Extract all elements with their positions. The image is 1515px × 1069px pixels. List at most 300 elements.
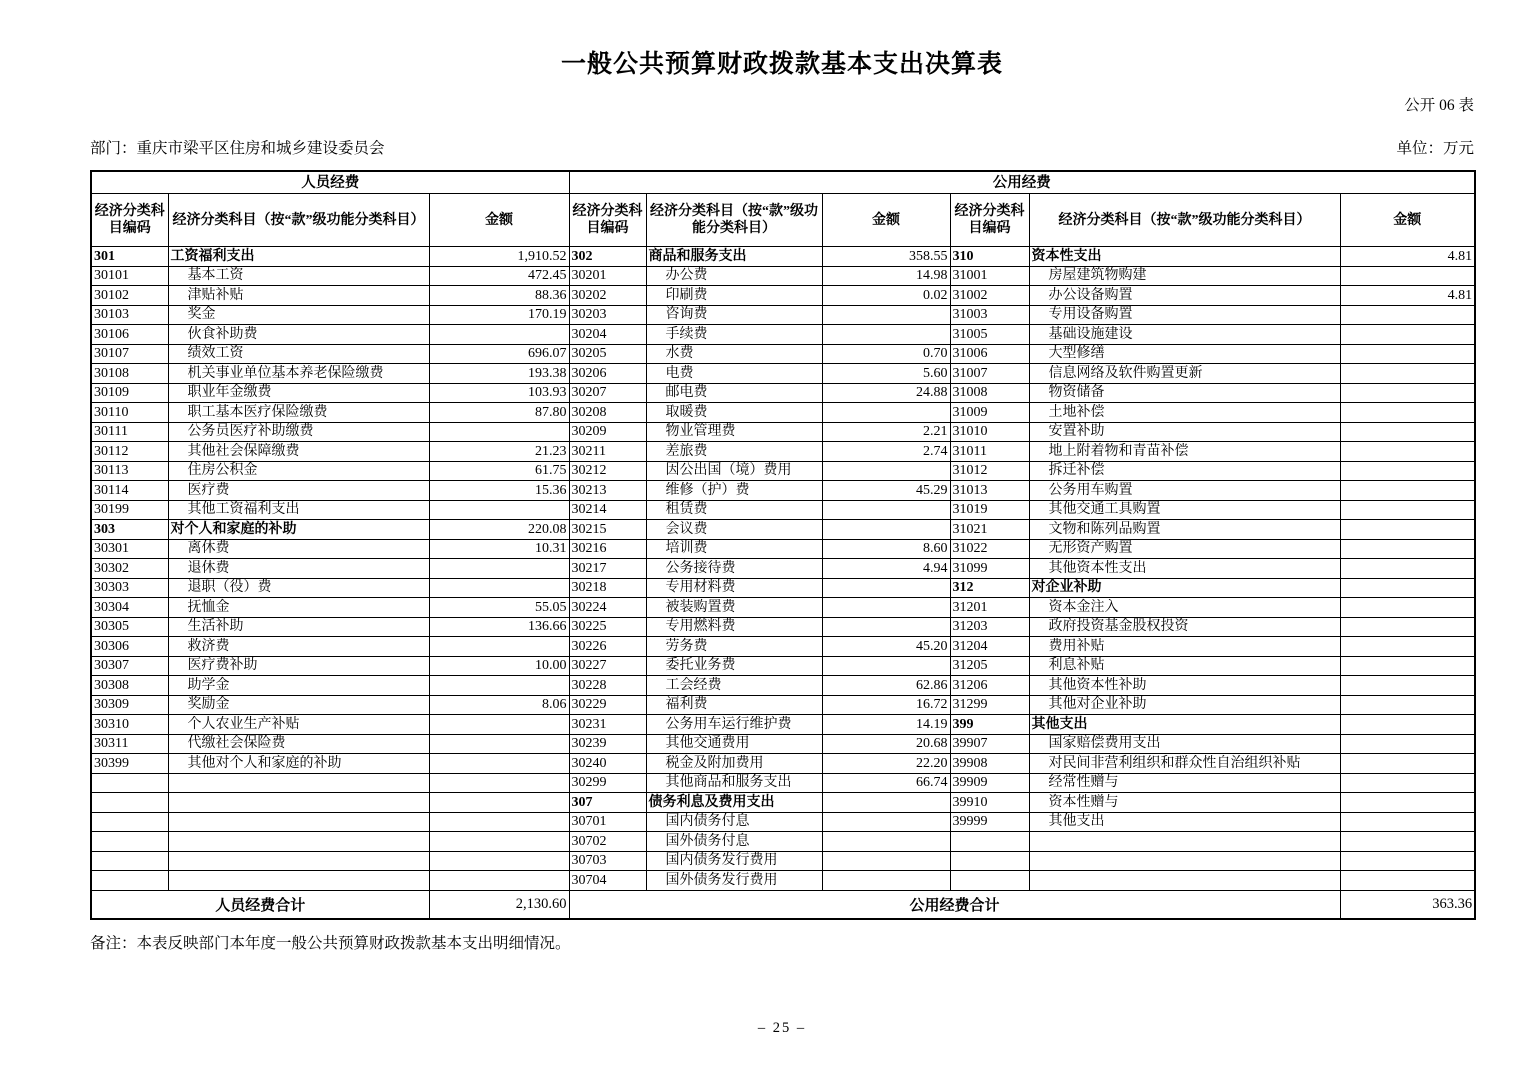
code-cell: 31002 [950, 286, 1029, 306]
code-cell: 30302 [91, 559, 168, 579]
table-row [91, 637, 1475, 657]
amount-cell [1340, 598, 1475, 618]
code-cell: 30303 [91, 578, 168, 598]
amount-cell [1340, 812, 1475, 832]
code-cell: 30311 [91, 734, 168, 754]
department-label: 部门：重庆市梁平区住房和城乡建设委员会 [90, 140, 385, 158]
code-cell [950, 851, 1029, 871]
code-cell [91, 812, 168, 832]
amount-cell [429, 773, 569, 793]
code-cell: 30203 [569, 305, 646, 325]
amount-cell [1340, 637, 1475, 657]
amount-cell [429, 734, 569, 754]
code-cell [91, 773, 168, 793]
code-cell: 30214 [569, 500, 646, 520]
amount-cell [822, 656, 950, 676]
amount-cell: 55.05 [429, 598, 569, 618]
amount-cell [822, 617, 950, 637]
subject-cell: 办公设备购置 [1029, 286, 1340, 306]
col-header-amount: 金额 [1340, 194, 1475, 247]
amount-cell [822, 403, 950, 423]
amount-cell [822, 461, 950, 481]
subject-cell: 其他商品和服务支出 [646, 773, 822, 793]
column-header-row [91, 194, 1475, 247]
subject-cell: 会议费 [646, 520, 822, 540]
code-cell: 30702 [569, 832, 646, 852]
table-row [91, 286, 1475, 306]
table-row [91, 539, 1475, 559]
code-cell: 30299 [569, 773, 646, 793]
code-cell: 30304 [91, 598, 168, 618]
subject-cell: 医疗费补助 [168, 656, 429, 676]
code-cell: 30307 [91, 656, 168, 676]
table-meta-row [90, 136, 1474, 158]
code-cell [950, 871, 1029, 891]
table-row [91, 578, 1475, 598]
code-cell: 31022 [950, 539, 1029, 559]
table-row [91, 812, 1475, 832]
col-header-subject: 经济分类科目（按“款”级功能分类科目） [646, 194, 822, 247]
subject-cell: 助学金 [168, 676, 429, 696]
col-header-amount: 金额 [822, 194, 950, 247]
subject-cell: 绩效工资 [168, 344, 429, 364]
amount-cell [822, 305, 950, 325]
subject-cell: 其他支出 [1029, 812, 1340, 832]
amount-cell [1340, 871, 1475, 891]
subject-cell: 邮电费 [646, 383, 822, 403]
subject-cell: 其他支出 [1029, 715, 1340, 735]
subject-cell: 政府投资基金股权投资 [1029, 617, 1340, 637]
code-cell: 31010 [950, 422, 1029, 442]
subject-cell: 其他对个人和家庭的补助 [168, 754, 429, 774]
code-cell: 30107 [91, 344, 168, 364]
subject-cell: 咨询费 [646, 305, 822, 325]
amount-cell [429, 578, 569, 598]
code-cell: 31013 [950, 481, 1029, 501]
code-cell: 30229 [569, 695, 646, 715]
subject-cell: 文物和陈列品购置 [1029, 520, 1340, 540]
subject-cell: 国外债务付息 [646, 832, 822, 852]
code-cell: 307 [569, 793, 646, 813]
form-number-label: 公开 06 表 [1404, 97, 1474, 115]
amount-cell: 20.68 [822, 734, 950, 754]
amount-cell [429, 422, 569, 442]
code-cell: 30113 [91, 461, 168, 481]
code-cell: 31008 [950, 383, 1029, 403]
code-cell: 30109 [91, 383, 168, 403]
amount-cell: 14.98 [822, 266, 950, 286]
page-number: – 25 – [757, 1020, 807, 1036]
amount-cell [429, 500, 569, 520]
code-cell: 30209 [569, 422, 646, 442]
table-row [91, 656, 1475, 676]
amount-cell: 358.55 [822, 247, 950, 267]
subject-cell: 其他社会保障缴费 [168, 442, 429, 462]
amount-cell: 15.36 [429, 481, 569, 501]
amount-cell [1340, 422, 1475, 442]
code-cell: 39907 [950, 734, 1029, 754]
code-cell: 39909 [950, 773, 1029, 793]
subject-cell: 差旅费 [646, 442, 822, 462]
group-header-public: 公用经费 [569, 171, 1475, 194]
subject-cell: 职业年金缴费 [168, 383, 429, 403]
amount-cell [1340, 403, 1475, 423]
amount-cell [429, 851, 569, 871]
subject-cell: 个人农业生产补贴 [168, 715, 429, 735]
code-cell: 302 [569, 247, 646, 267]
amount-cell: 22.20 [822, 754, 950, 774]
subject-cell [168, 851, 429, 871]
subject-cell: 专用材料费 [646, 578, 822, 598]
amount-cell [429, 754, 569, 774]
table-row [91, 422, 1475, 442]
col-header-code: 经济分类科目编码 [91, 194, 168, 247]
amount-cell: 170.19 [429, 305, 569, 325]
subject-cell [168, 832, 429, 852]
amount-cell [429, 637, 569, 657]
code-cell: 30201 [569, 266, 646, 286]
code-cell: 31203 [950, 617, 1029, 637]
subject-cell: 住房公积金 [168, 461, 429, 481]
amount-cell: 45.29 [822, 481, 950, 501]
code-cell: 30399 [91, 754, 168, 774]
subject-cell: 抚恤金 [168, 598, 429, 618]
amount-cell [1340, 559, 1475, 579]
code-cell: 31205 [950, 656, 1029, 676]
subject-cell: 代缴社会保险费 [168, 734, 429, 754]
subject-cell: 费用补贴 [1029, 637, 1340, 657]
amount-cell: 66.74 [822, 773, 950, 793]
code-cell: 30228 [569, 676, 646, 696]
subject-cell: 福利费 [646, 695, 822, 715]
amount-cell [822, 500, 950, 520]
subject-cell: 商品和服务支出 [646, 247, 822, 267]
amount-cell: 5.60 [822, 364, 950, 384]
subject-cell: 因公出国（境）费用 [646, 461, 822, 481]
amount-cell: 2.74 [822, 442, 950, 462]
amount-cell [429, 715, 569, 735]
code-cell: 30231 [569, 715, 646, 735]
subject-cell: 国内债务发行费用 [646, 851, 822, 871]
code-cell: 30101 [91, 266, 168, 286]
table-row [91, 754, 1475, 774]
code-cell: 30112 [91, 442, 168, 462]
subject-cell: 培训费 [646, 539, 822, 559]
amount-cell: 45.20 [822, 637, 950, 657]
code-cell: 30207 [569, 383, 646, 403]
code-cell: 399 [950, 715, 1029, 735]
amount-cell [822, 598, 950, 618]
amount-cell [1340, 734, 1475, 754]
code-cell: 31201 [950, 598, 1029, 618]
code-cell: 31011 [950, 442, 1029, 462]
code-cell: 31012 [950, 461, 1029, 481]
table-row [91, 383, 1475, 403]
table-row [91, 676, 1475, 696]
amount-cell: 193.38 [429, 364, 569, 384]
code-cell: 30310 [91, 715, 168, 735]
table-row [91, 559, 1475, 579]
table-row [91, 734, 1475, 754]
amount-cell: 0.70 [822, 344, 950, 364]
subject-cell: 物业管理费 [646, 422, 822, 442]
amount-cell [1340, 578, 1475, 598]
code-cell: 30108 [91, 364, 168, 384]
subject-cell: 其他工资福利支出 [168, 500, 429, 520]
subject-cell: 公务用车购置 [1029, 481, 1340, 501]
table-row [91, 773, 1475, 793]
code-cell: 31007 [950, 364, 1029, 384]
amount-cell: 16.72 [822, 695, 950, 715]
public-total-value: 363.36 [1340, 890, 1475, 919]
amount-cell: 10.31 [429, 539, 569, 559]
code-cell: 30308 [91, 676, 168, 696]
code-cell: 30227 [569, 656, 646, 676]
amount-cell: 220.08 [429, 520, 569, 540]
table-row [91, 715, 1475, 735]
code-cell: 30216 [569, 539, 646, 559]
amount-cell [1340, 656, 1475, 676]
code-cell: 30704 [569, 871, 646, 891]
amount-cell [429, 871, 569, 891]
subject-cell: 救济费 [168, 637, 429, 657]
amount-cell [822, 812, 950, 832]
amount-cell: 1,910.52 [429, 247, 569, 267]
amount-cell [1340, 773, 1475, 793]
subject-cell: 医疗费 [168, 481, 429, 501]
amount-cell: 4.81 [1340, 247, 1475, 267]
amount-cell [822, 851, 950, 871]
code-cell: 39910 [950, 793, 1029, 813]
amount-cell: 87.80 [429, 403, 569, 423]
amount-cell [1340, 344, 1475, 364]
table-row [91, 617, 1475, 637]
code-cell: 31206 [950, 676, 1029, 696]
amount-cell: 4.94 [822, 559, 950, 579]
group-header-row [91, 171, 1475, 194]
amount-cell [1340, 481, 1475, 501]
code-cell: 30204 [569, 325, 646, 345]
code-cell: 31001 [950, 266, 1029, 286]
code-cell: 30206 [569, 364, 646, 384]
code-cell [950, 832, 1029, 852]
table-row [91, 344, 1475, 364]
subject-cell: 对民间非营利组织和群众性自治组织补贴 [1029, 754, 1340, 774]
code-cell: 30225 [569, 617, 646, 637]
table-row [91, 481, 1475, 501]
code-cell: 30701 [569, 812, 646, 832]
code-cell: 30106 [91, 325, 168, 345]
code-cell: 39908 [950, 754, 1029, 774]
code-cell: 30103 [91, 305, 168, 325]
code-cell [91, 832, 168, 852]
amount-cell [822, 793, 950, 813]
code-cell: 303 [91, 520, 168, 540]
subject-cell: 其他对企业补助 [1029, 695, 1340, 715]
subject-cell: 委托业务费 [646, 656, 822, 676]
amount-cell [1340, 715, 1475, 735]
table-row [91, 461, 1475, 481]
table-row [91, 520, 1475, 540]
page-title: 一般公共预算财政拨款基本支出决算表 [560, 51, 1003, 78]
subject-cell: 公务用车运行维护费 [646, 715, 822, 735]
subject-cell: 机关事业单位基本养老保险缴费 [168, 364, 429, 384]
code-cell: 30212 [569, 461, 646, 481]
subject-cell: 手续费 [646, 325, 822, 345]
code-cell: 30205 [569, 344, 646, 364]
subject-cell: 退休费 [168, 559, 429, 579]
table-row [91, 247, 1475, 267]
table-row [91, 793, 1475, 813]
totals-row [91, 890, 1475, 919]
amount-cell [822, 871, 950, 891]
amount-cell: 62.86 [822, 676, 950, 696]
subject-cell [1029, 851, 1340, 871]
code-cell: 31009 [950, 403, 1029, 423]
subject-cell: 离休费 [168, 539, 429, 559]
amount-cell [429, 832, 569, 852]
subject-cell: 其他交通工具购置 [1029, 500, 1340, 520]
table-row [91, 500, 1475, 520]
amount-cell: 14.19 [822, 715, 950, 735]
code-cell: 31006 [950, 344, 1029, 364]
amount-cell [1340, 325, 1475, 345]
code-cell [91, 851, 168, 871]
code-cell: 30111 [91, 422, 168, 442]
subject-cell: 公务接待费 [646, 559, 822, 579]
subject-cell: 对企业补助 [1029, 578, 1340, 598]
code-cell: 30211 [569, 442, 646, 462]
amount-cell [1340, 364, 1475, 384]
subject-cell: 经常性赠与 [1029, 773, 1340, 793]
unit-label: 单位：万元 [1396, 140, 1474, 158]
subject-cell: 维修（护）费 [646, 481, 822, 501]
subject-cell: 资本金注入 [1029, 598, 1340, 618]
table-body [91, 247, 1475, 891]
subject-cell: 职工基本医疗保险缴费 [168, 403, 429, 423]
personnel-total-label: 人员经费合计 [91, 890, 429, 919]
col-header-amount: 金额 [429, 194, 569, 247]
code-cell: 310 [950, 247, 1029, 267]
code-cell [91, 871, 168, 891]
amount-cell [822, 325, 950, 345]
subject-cell [168, 812, 429, 832]
amount-cell [1340, 851, 1475, 871]
code-cell: 30309 [91, 695, 168, 715]
amount-cell [429, 793, 569, 813]
code-cell: 30305 [91, 617, 168, 637]
amount-cell [1340, 676, 1475, 696]
subject-cell: 物资储备 [1029, 383, 1340, 403]
subject-cell: 拆迁补偿 [1029, 461, 1340, 481]
subject-cell [168, 793, 429, 813]
table-row [91, 403, 1475, 423]
subject-cell: 劳务费 [646, 637, 822, 657]
code-cell: 31099 [950, 559, 1029, 579]
code-cell: 30218 [569, 578, 646, 598]
amount-cell [1340, 461, 1475, 481]
subject-cell: 津贴补贴 [168, 286, 429, 306]
code-cell: 30217 [569, 559, 646, 579]
subject-cell: 奖金 [168, 305, 429, 325]
amount-cell: 61.75 [429, 461, 569, 481]
subject-cell: 信息网络及软件购置更新 [1029, 364, 1340, 384]
public-total-label: 公用经费合计 [569, 890, 1340, 919]
amount-cell: 2.21 [822, 422, 950, 442]
subject-cell: 其他资本性补助 [1029, 676, 1340, 696]
amount-cell: 0.02 [822, 286, 950, 306]
amount-cell [822, 578, 950, 598]
amount-cell: 21.23 [429, 442, 569, 462]
code-cell: 30240 [569, 754, 646, 774]
subject-cell: 伙食补助费 [168, 325, 429, 345]
code-cell: 30213 [569, 481, 646, 501]
amount-cell: 103.93 [429, 383, 569, 403]
code-cell: 30199 [91, 500, 168, 520]
amount-cell: 472.45 [429, 266, 569, 286]
subject-cell: 基本工资 [168, 266, 429, 286]
code-cell: 30301 [91, 539, 168, 559]
amount-cell [429, 559, 569, 579]
table-row [91, 364, 1475, 384]
amount-cell [1340, 695, 1475, 715]
code-cell: 31019 [950, 500, 1029, 520]
code-cell: 30215 [569, 520, 646, 540]
table-row [91, 598, 1475, 618]
amount-cell: 8.06 [429, 695, 569, 715]
subject-cell: 其他交通费用 [646, 734, 822, 754]
code-cell: 31021 [950, 520, 1029, 540]
code-cell: 301 [91, 247, 168, 267]
amount-cell: 88.36 [429, 286, 569, 306]
code-cell: 31005 [950, 325, 1029, 345]
subject-cell: 电费 [646, 364, 822, 384]
col-header-code: 经济分类科目编码 [569, 194, 646, 247]
subject-cell: 租赁费 [646, 500, 822, 520]
amount-cell [429, 812, 569, 832]
code-cell: 31204 [950, 637, 1029, 657]
subject-cell: 安置补助 [1029, 422, 1340, 442]
document-page [90, 0, 1474, 1036]
code-cell: 30226 [569, 637, 646, 657]
subject-cell: 土地补偿 [1029, 403, 1340, 423]
amount-cell [1340, 793, 1475, 813]
code-cell: 30110 [91, 403, 168, 423]
subject-cell: 利息补贴 [1029, 656, 1340, 676]
subject-cell: 对个人和家庭的补助 [168, 520, 429, 540]
subject-cell: 税金及附加费用 [646, 754, 822, 774]
amount-cell: 24.88 [822, 383, 950, 403]
subject-cell: 房屋建筑物购建 [1029, 266, 1340, 286]
code-cell [91, 793, 168, 813]
subject-cell: 地上附着物和青苗补偿 [1029, 442, 1340, 462]
amount-cell: 136.66 [429, 617, 569, 637]
subject-cell: 被装购置费 [646, 598, 822, 618]
subject-cell: 退职（役）费 [168, 578, 429, 598]
subject-cell: 专用设备购置 [1029, 305, 1340, 325]
subject-cell: 水费 [646, 344, 822, 364]
group-header-personnel: 人员经费 [91, 171, 569, 194]
amount-cell [1340, 305, 1475, 325]
code-cell: 30703 [569, 851, 646, 871]
table-row [91, 832, 1475, 852]
subject-cell: 公务员医疗补助缴费 [168, 422, 429, 442]
amount-cell [1340, 520, 1475, 540]
subject-cell [1029, 832, 1340, 852]
code-cell: 31003 [950, 305, 1029, 325]
code-cell: 312 [950, 578, 1029, 598]
subject-cell: 工资福利支出 [168, 247, 429, 267]
